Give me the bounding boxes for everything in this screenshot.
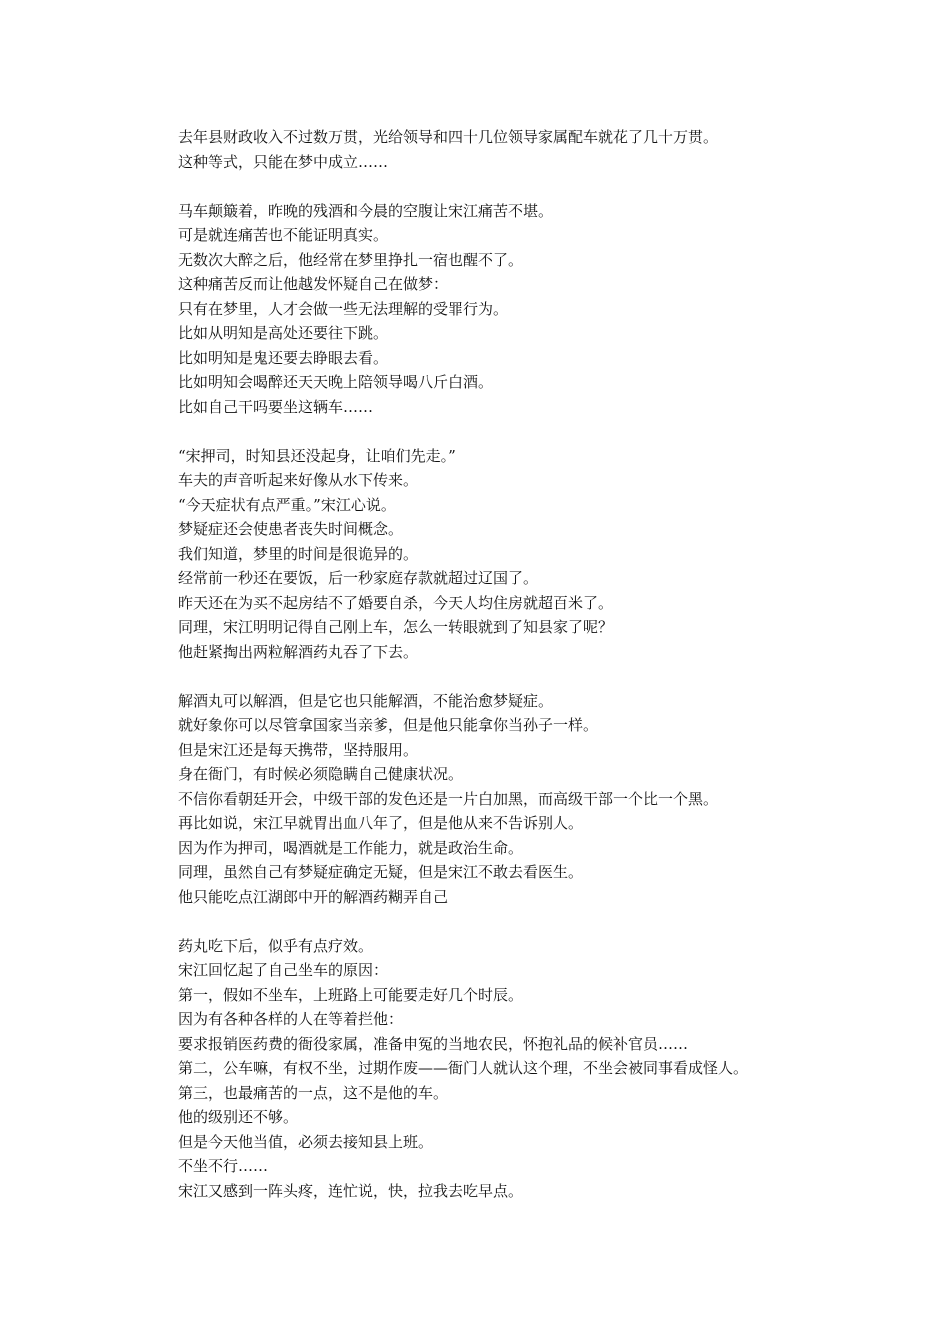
text-line: 无数次大醉之后，他经常在梦里挣扎一宿也醒不了。: [178, 250, 524, 269]
text-line: 因为有各种各样的人在等着拦他：: [178, 1010, 404, 1028]
text-line: 车夫的声音听起来好像从水下传来。: [178, 471, 419, 489]
text-line: 梦疑症还会使患者丧失时间概念。: [178, 520, 404, 538]
text-line: 他的级别还不够。: [178, 1108, 299, 1126]
text-line: 解酒丸可以解酒，但是它也只能解酒，不能治愈梦疑症。: [178, 691, 554, 710]
text-line: 不坐不行……: [178, 1157, 269, 1175]
text-line: 比如从明知是高处还要往下跳。: [178, 324, 389, 342]
text-line: 要求报销医药费的衙役家属，准备申冤的当地农民，怀抱礼品的候补官员……: [178, 1034, 689, 1053]
document-body: [178, 125, 878, 1203]
text-line: “今天症状有点严重。”宋江心说。: [178, 495, 396, 514]
text-line: 第三，也最痛苦的一点，这不是他的车。: [178, 1083, 449, 1102]
text-line: 他只能吃点江湖郎中开的解酒药糊弄自己: [178, 887, 449, 906]
text-line: 同理，宋江明明记得自己刚上车，怎么一转眼就到了知县家了呢？: [178, 618, 614, 636]
text-line: 药丸吃下后，似乎有点疗效。: [178, 936, 374, 955]
text-line: 比如明知是鬼还要去睁眼去看。: [178, 348, 389, 367]
paragraph-gap: [178, 909, 878, 934]
text-line: 同理，虽然自己有梦疑症确定无疑，但是宋江不敢去看医生。: [178, 863, 584, 881]
text-line: 身在衙门，有时候必须隐瞒自己健康状况。: [178, 765, 464, 783]
paragraph: [178, 444, 878, 665]
text-line: 他赶紧掏出两粒解酒药丸吞了下去。: [178, 642, 419, 661]
text-line: 我们知道，梦里的时间是很诡异的。: [178, 544, 419, 563]
paragraph-gap: [178, 174, 878, 199]
text-line: 这种痛苦反而让他越发怀疑自己在做梦：: [178, 275, 449, 293]
text-line: 可是就连痛苦也不能证明真实。: [178, 226, 389, 244]
text-line: 就好象你可以尽管拿国家当亲爹，但是他只能拿你当孙子一样。: [178, 716, 599, 734]
text-line: 昨天还在为买不起房结不了婚要自杀，今天人均住房就超百米了。: [178, 593, 614, 612]
text-line: 但是宋江还是每天携带，坚持服用。: [178, 740, 419, 759]
paragraph: [178, 125, 878, 174]
paragraph: [178, 199, 878, 420]
text-line: 宋江回忆起了自己坐车的原因：: [178, 961, 389, 979]
text-line: 比如明知会喝醉还天天晚上陪领导喝八斤白酒。: [178, 373, 494, 391]
text-line: 马车颠簸着，昨晚的残酒和今晨的空腹让宋江痛苦不堪。: [178, 201, 554, 220]
text-line: “宋押司，时知县还没起身，让咱们先走。”: [178, 446, 456, 465]
text-line: 因为作为押司，喝酒就是工作能力，就是政治生命。: [178, 838, 524, 857]
text-line: 第二，公车嘛，有权不坐，过期作废——衙门人就认这个理，不坐会被同事看成怪人。: [178, 1059, 749, 1077]
text-line: 经常前一秒还在要饭，后一秒家庭存款就超过辽国了。: [178, 569, 539, 587]
paragraph-gap: [178, 419, 878, 444]
text-line: 再比如说，宋江早就胃出血八年了，但是他从来不告诉别人。: [178, 814, 584, 832]
text-line: 去年县财政收入不过数万贯，光给领导和四十几位领导家属配车就花了几十万贯。: [178, 128, 719, 146]
paragraph-gap: [178, 664, 878, 689]
text-line: 比如自己干吗要坐这辆车……: [178, 397, 374, 416]
text-line: 宋江又感到一阵头疼，连忙说，快，拉我去吃早点。: [178, 1181, 524, 1200]
paragraph: [178, 689, 878, 910]
text-line: 这种等式，只能在梦中成立……: [178, 152, 389, 171]
text-line: 只有在梦里，人才会做一些无法理解的受罪行为。: [178, 299, 509, 318]
text-line: 不信你看朝廷开会，中级干部的发色还是一片白加黑，而高级干部一个比一个黑。: [178, 789, 719, 808]
paragraph: [178, 934, 878, 1204]
text-line: 但是今天他当值，必须去接知县上班。: [178, 1132, 434, 1151]
text-line: 第一，假如不坐车，上班路上可能要走好几个时辰。: [178, 985, 524, 1004]
